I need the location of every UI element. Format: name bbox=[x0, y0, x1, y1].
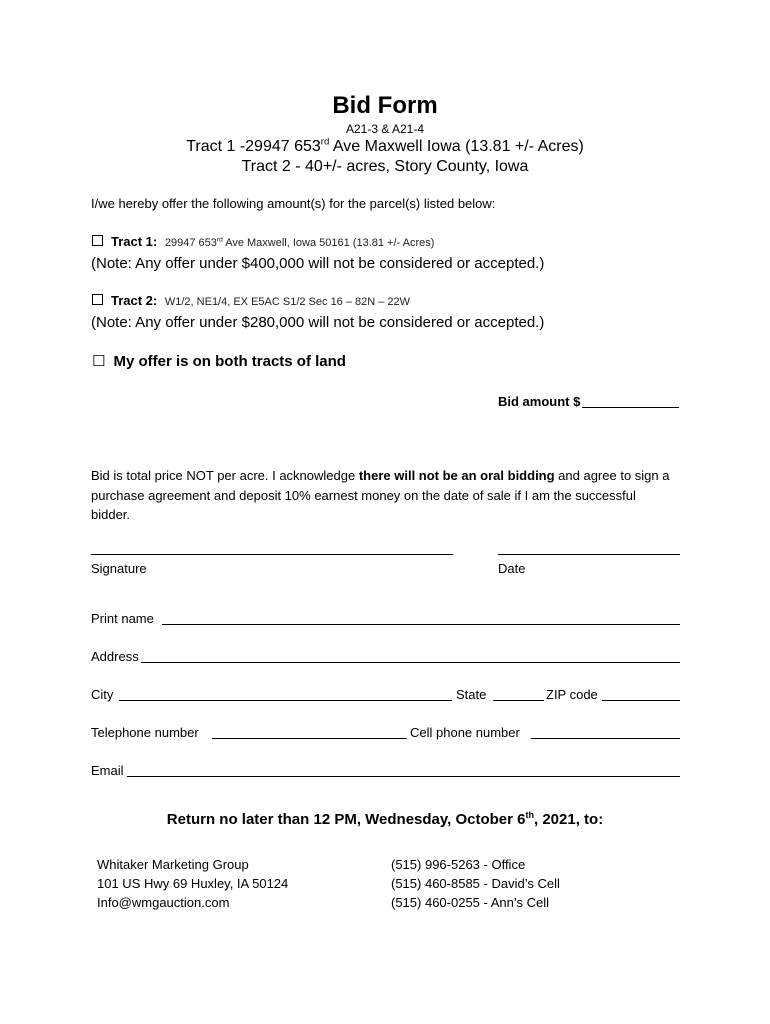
address-label: Address bbox=[91, 649, 139, 664]
contact-street: 101 US Hwy 69 Huxley, IA 50124 bbox=[97, 876, 289, 891]
tract1-label: Tract 1: bbox=[111, 234, 158, 249]
tract1-heading-post: Ave Maxwell Iowa (13.81 +/- Acres) bbox=[329, 138, 584, 155]
tract2-row bbox=[92, 293, 410, 308]
date-line[interactable] bbox=[498, 554, 680, 555]
address-line[interactable] bbox=[141, 662, 680, 663]
form-title: Bid Form bbox=[332, 92, 438, 119]
phone-office: (515) 996-5263 - Office bbox=[391, 857, 526, 872]
tract1-row bbox=[92, 234, 434, 249]
terms-paragraph bbox=[91, 466, 671, 525]
terms-post: and agree to sign a purchase agreement and deposit 10% earnest money on the date of sale if I am the successful bidder. bbox=[91, 468, 670, 522]
date-label: Date bbox=[498, 561, 526, 576]
return-sup: th bbox=[525, 810, 534, 820]
telephone-line[interactable] bbox=[212, 738, 407, 739]
terms-bold: there will not be an oral bidding bbox=[358, 468, 555, 483]
return-heading bbox=[0, 811, 770, 828]
contact-company: Whitaker Marketing Group bbox=[97, 857, 249, 872]
tract1-desc-sup: rd bbox=[216, 236, 223, 244]
telephone-label: Telephone number bbox=[91, 725, 199, 740]
return-pre: Return no later than 12 PM, Wednesday, October 6 bbox=[166, 811, 526, 828]
tract1-heading bbox=[0, 138, 770, 156]
contact-email: Info@wmgauction.com bbox=[97, 895, 230, 910]
tract2-label: Tract 2: bbox=[111, 293, 158, 308]
email-line[interactable] bbox=[127, 776, 680, 777]
both-tracts-checkbox[interactable]: ☐ bbox=[92, 353, 106, 370]
cell-line[interactable] bbox=[531, 738, 680, 739]
parcel-codes: A21-3 & A21-4 bbox=[345, 122, 425, 136]
contact-phone-block bbox=[391, 855, 560, 912]
contact-address-block bbox=[97, 855, 288, 912]
tract1-desc-pre: 29947 653 bbox=[164, 237, 217, 249]
both-tracts-label: My offer is on both tracts of land bbox=[113, 353, 346, 370]
tract2-description: W1/2, NE1/4, EX E5AC S1/2 Sec 16 – 82N – 22W bbox=[164, 296, 411, 308]
bid-amount-label: Bid amount $ bbox=[498, 394, 581, 409]
zip-line[interactable] bbox=[602, 700, 680, 701]
zip-label: ZIP code bbox=[546, 687, 598, 702]
tract1-note: (Note: Any offer under $400,000 will not be considered or accepted.) bbox=[91, 255, 545, 272]
phone-david: (515) 460-8585 - David’s Cell bbox=[391, 876, 560, 891]
print-name-label: Print name bbox=[91, 611, 154, 626]
signature-line[interactable] bbox=[91, 554, 453, 555]
tract2-note: (Note: Any offer under $280,000 will not be considered or accepted.) bbox=[91, 314, 545, 331]
cell-label: Cell phone number bbox=[410, 725, 520, 740]
both-tracts-row bbox=[92, 352, 346, 370]
city-label: City bbox=[91, 687, 114, 702]
print-name-line[interactable] bbox=[162, 624, 680, 625]
return-post: , 2021, to: bbox=[534, 811, 604, 828]
tract1-heading-pre: Tract 1 -29947 653 bbox=[186, 138, 321, 155]
state-label: State bbox=[456, 687, 487, 702]
state-line[interactable] bbox=[493, 700, 544, 701]
terms-pre: Bid is total price NOT per acre. I acknowledge bbox=[91, 468, 359, 483]
tract1-checkbox[interactable] bbox=[92, 235, 103, 246]
city-line[interactable] bbox=[119, 700, 452, 701]
tract1-description bbox=[165, 237, 435, 249]
intro-text: I/we hereby offer the following amount(s) for the parcel(s) listed below: bbox=[91, 196, 496, 211]
bid-amount-line[interactable] bbox=[582, 407, 679, 408]
tract2-checkbox[interactable] bbox=[92, 294, 103, 305]
tract1-desc-post: Ave Maxwell, Iowa 50161 (13.81 +/- Acres) bbox=[222, 237, 435, 249]
signature-label: Signature bbox=[91, 561, 147, 576]
phone-ann: (515) 460-0255 - Ann’s Cell bbox=[391, 895, 550, 910]
email-label: Email bbox=[91, 763, 124, 778]
tract2-heading: Tract 2 - 40+/- acres, Story County, Iowa bbox=[241, 158, 529, 175]
tract1-heading-sup: rd bbox=[320, 136, 330, 148]
